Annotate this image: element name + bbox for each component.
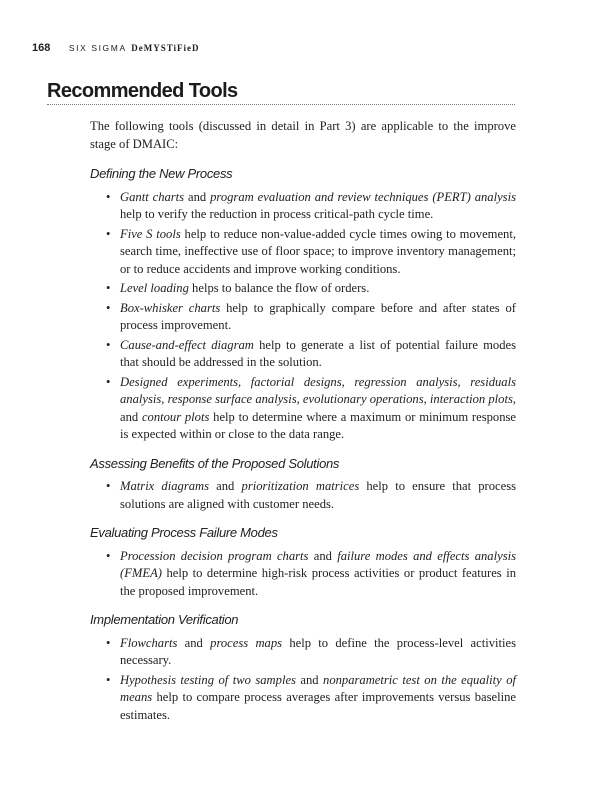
bullet-text: help to graphically compare before and after states of process improvement. — [120, 300, 516, 332]
bullet-item — [90, 226, 516, 279]
running-header — [32, 41, 200, 54]
bullet-item — [90, 478, 516, 513]
bullet-item — [90, 189, 516, 224]
intro-paragraph: The following tools (discussed in detail in Part 3) are applicable to the improve stage of DMAIC: — [90, 119, 516, 151]
tool-name: process maps — [210, 635, 283, 650]
bullet-text: help to ensure that process solutions are aligned with customer needs. — [120, 479, 517, 511]
subsection-heading: Implementation Verification — [90, 612, 239, 627]
section-body — [90, 118, 516, 735]
tool-name: Flowcharts — [120, 635, 178, 650]
bullet-text: and — [308, 548, 338, 563]
bullet-text: help to define the process-level activities necessary. — [120, 635, 516, 667]
bullet-item — [90, 548, 516, 601]
bullet-text: help to compare process averages after improvements versus baseline estimates. — [120, 690, 516, 722]
bullet-text: helps to balance the flow of orders. — [188, 281, 370, 295]
bullet-list — [90, 189, 516, 444]
bullet-text: help to reduce non-value-added cycle times owing to movement, search time, ineffective use of floor space; to improve inventory management; or to reduce accidents and improve working conditions. — [120, 226, 516, 276]
bullet-item — [90, 374, 516, 444]
tool-name: Hypothesis testing of two samples — [120, 672, 296, 687]
bullet-item — [90, 337, 516, 372]
title-divider — [47, 104, 515, 105]
tool-name: Five S tools — [120, 226, 181, 241]
bullet-text: and — [120, 409, 142, 424]
tool-name: Procession decision program charts — [120, 548, 309, 563]
subsection-heading: Defining the New Process — [90, 166, 233, 181]
running-head-title: SIX SIGMA — [68, 43, 127, 53]
tool-name: Box-whisker charts — [120, 300, 221, 315]
bullet-item — [90, 280, 516, 298]
bullet-list — [90, 548, 516, 601]
bullet-text: help to determine high-risk process activities or product features in the proposed improvement. — [120, 566, 516, 598]
tool-name: nonparametric test on the equality of means — [120, 672, 516, 704]
tool-name: Cause-and-effect diagram — [120, 337, 254, 352]
subsection-heading: Evaluating Process Failure Modes — [90, 525, 278, 540]
tool-groups — [90, 165, 516, 724]
tool-name: contour plots — [141, 409, 210, 424]
bullet-list — [90, 478, 516, 513]
bullet-item — [90, 635, 516, 670]
section-title: Recommended Tools — [47, 80, 238, 102]
bullet-text: help to generate a list of potential failure modes that should be addressed in the solution. — [120, 337, 517, 369]
subsection-heading: Assessing Benefits of the Proposed Solutions — [90, 455, 340, 471]
bullet-text: and — [295, 672, 324, 687]
page-number: 168 — [32, 42, 51, 54]
bullet-text: and — [209, 479, 242, 493]
tool-name: prioritization matrices — [241, 479, 360, 493]
bullet-item — [90, 672, 516, 725]
tool-name: Gantt charts — [120, 189, 185, 204]
bullet-text: and — [184, 189, 211, 204]
bullet-text: and — [177, 635, 211, 650]
bullet-item — [90, 300, 516, 335]
tool-name: Level loading — [120, 281, 189, 295]
bullet-text: help to determine where a maximum or minimum response is expected within or close to the data range. — [120, 409, 516, 441]
tool-name: failure modes and effects analysis (FMEA) — [120, 548, 516, 580]
tool-name: Designed experiments, factorial designs, regression analysis, residuals analysis, response surface analysis, evolutionary operations, interaction plots, — [120, 374, 516, 406]
running-head-subtitle: DeMYSTiFieD — [131, 43, 200, 53]
bullet-text: help to verify the reduction in process critical-path cycle time. — [120, 207, 434, 221]
tool-name: Matrix diagrams — [120, 479, 210, 493]
bullet-list — [90, 635, 516, 725]
tool-name: program evaluation and review techniques (PERT) analysis — [210, 189, 516, 204]
